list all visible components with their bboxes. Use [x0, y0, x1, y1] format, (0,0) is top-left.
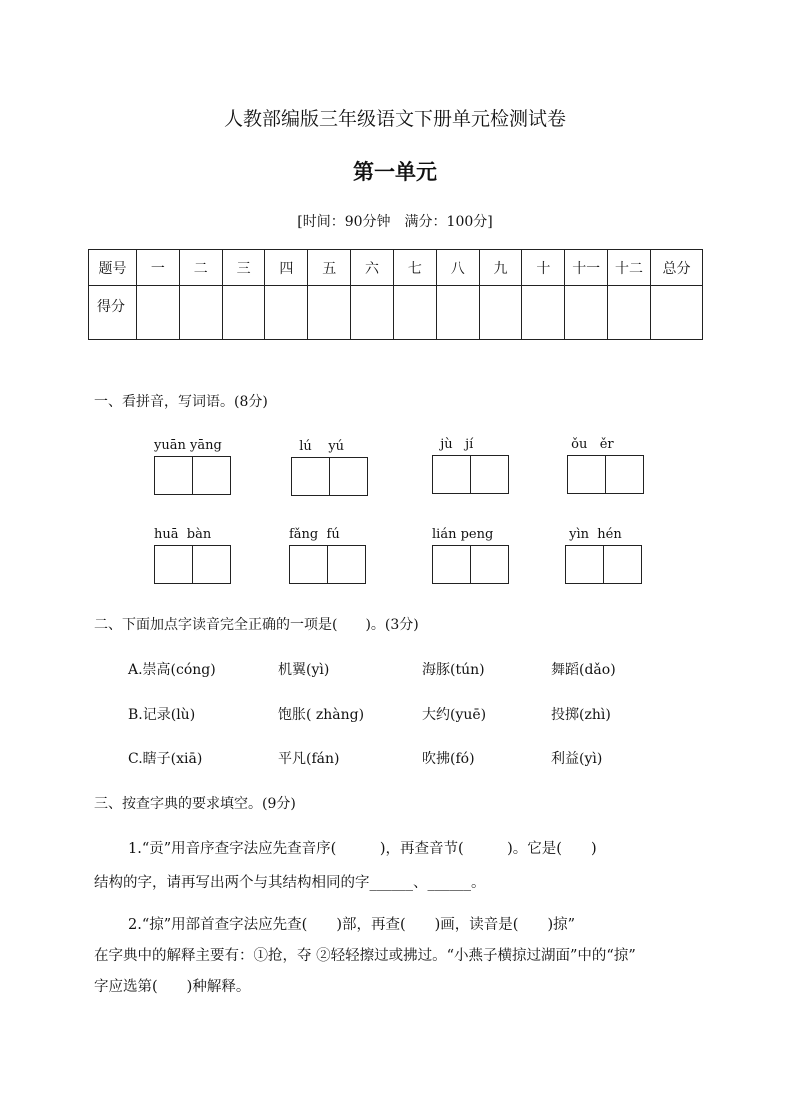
answer-box[interactable] — [154, 456, 193, 495]
header-cell: 十一 — [565, 250, 608, 286]
header-cell: 二 — [179, 250, 222, 286]
question-1-line1: 1.“贡”用音序查字法应先查音序( )，再查音节( )。它是( ) — [128, 841, 597, 857]
score-cell[interactable] — [522, 286, 565, 340]
answer-box[interactable] — [604, 545, 642, 584]
answer-box[interactable] — [567, 455, 606, 494]
option-a-word1: A.崇高(cóng) — [128, 662, 216, 678]
section1-heading: 一、看拼音，写词语。(8分) — [94, 394, 268, 410]
question-2-line1: 2.“掠”用部首查字法应先查( )部，再查( )画，读音是( )掠” — [128, 917, 576, 933]
question-2-line2: 在字典中的解释主要有：①抢，夺 ②轻轻擦过或拂过。“小燕子横掠过湖面”中的“掠” — [94, 948, 636, 964]
answer-box[interactable] — [289, 545, 328, 584]
option-a-word3: 海豚(tún) — [422, 662, 485, 678]
pinyin-label: fǎng fú — [289, 527, 340, 542]
exam-meta: [时间：90分钟 满分：100分] — [297, 214, 493, 230]
header-cell: 八 — [436, 250, 479, 286]
option-c-word1: C.瞎子(xiā) — [128, 751, 203, 767]
exam-title: 人教部编版三年级语文下册单元检测试卷 — [223, 108, 566, 130]
header-cell: 五 — [308, 250, 351, 286]
answer-box[interactable] — [565, 545, 604, 584]
answer-box[interactable] — [606, 455, 644, 494]
score-cell[interactable] — [393, 286, 436, 340]
answer-box[interactable] — [193, 545, 231, 584]
header-cell: 题号 — [89, 250, 137, 286]
score-cell[interactable] — [565, 286, 608, 340]
answer-boxes — [432, 455, 509, 494]
answer-box[interactable] — [471, 545, 509, 584]
question-2-line3: 字应选第( )种解释。 — [94, 979, 251, 995]
header-cell: 一 — [137, 250, 180, 286]
pinyin-label: jù jí — [432, 437, 474, 452]
answer-boxes — [291, 457, 368, 496]
pinyin-label: yìn hén — [565, 527, 622, 542]
score-cell[interactable] — [137, 286, 180, 340]
header-cell: 六 — [351, 250, 394, 286]
answer-box[interactable] — [432, 545, 471, 584]
score-cell[interactable] — [351, 286, 394, 340]
answer-box[interactable] — [193, 456, 231, 495]
option-b-word2: 饱胀( zhàng) — [278, 707, 365, 723]
option-c-word3: 吹拂(fó) — [422, 751, 475, 767]
header-cell: 四 — [265, 250, 308, 286]
score-cell[interactable] — [479, 286, 522, 340]
pinyin-label: lú yú — [291, 439, 345, 454]
score-cell[interactable] — [265, 286, 308, 340]
header-cell: 三 — [222, 250, 265, 286]
option-c-word2: 平凡(fán) — [278, 751, 340, 767]
answer-box[interactable] — [154, 545, 193, 584]
unit-title: 第一单元 — [353, 159, 437, 184]
answer-boxes — [154, 456, 231, 495]
option-b-word4: 投掷(zhì) — [551, 707, 611, 723]
answer-box[interactable] — [291, 457, 330, 496]
score-cell[interactable] — [222, 286, 265, 340]
header-cell: 十 — [522, 250, 565, 286]
score-table-score-row — [89, 286, 703, 340]
option-b-word3: 大约(yuē) — [422, 707, 487, 723]
score-cell[interactable] — [608, 286, 651, 340]
pinyin-label: yuān yāng — [154, 438, 222, 453]
score-row-label: 得分 — [89, 286, 137, 340]
section3-heading: 三、按查字典的要求填空。(9分) — [94, 796, 296, 812]
answer-box[interactable] — [330, 457, 368, 496]
answer-boxes — [154, 545, 231, 584]
header-cell: 九 — [479, 250, 522, 286]
header-cell: 总分 — [651, 250, 703, 286]
option-c-word4: 利益(yì) — [551, 751, 603, 767]
option-b-word1: B.记录(lù) — [128, 707, 196, 723]
pinyin-label: huā bàn — [154, 527, 212, 542]
header-cell: 十二 — [608, 250, 651, 286]
score-table-header-row — [89, 250, 703, 286]
answer-boxes — [565, 545, 642, 584]
answer-boxes — [567, 455, 644, 494]
question-1-line2: 结构的字，请再写出两个与其结构相同的字______、______。 — [94, 875, 486, 891]
answer-box[interactable] — [432, 455, 471, 494]
score-cell[interactable] — [651, 286, 703, 340]
score-cell[interactable] — [308, 286, 351, 340]
score-cell[interactable] — [436, 286, 479, 340]
score-cell[interactable] — [179, 286, 222, 340]
pinyin-label: ǒu ěr — [567, 437, 614, 452]
section2-heading: 二、下面加点字读音完全正确的一项是( )。(3分) — [94, 617, 419, 633]
answer-box[interactable] — [471, 455, 509, 494]
option-a-word4: 舞蹈(dǎo) — [551, 662, 616, 678]
header-cell: 七 — [393, 250, 436, 286]
score-table — [88, 249, 703, 340]
option-a-word2: 机翼(yì) — [278, 662, 330, 678]
answer-box[interactable] — [328, 545, 366, 584]
answer-boxes — [432, 545, 509, 584]
answer-boxes — [289, 545, 366, 584]
pinyin-label: lián peng — [432, 527, 494, 542]
